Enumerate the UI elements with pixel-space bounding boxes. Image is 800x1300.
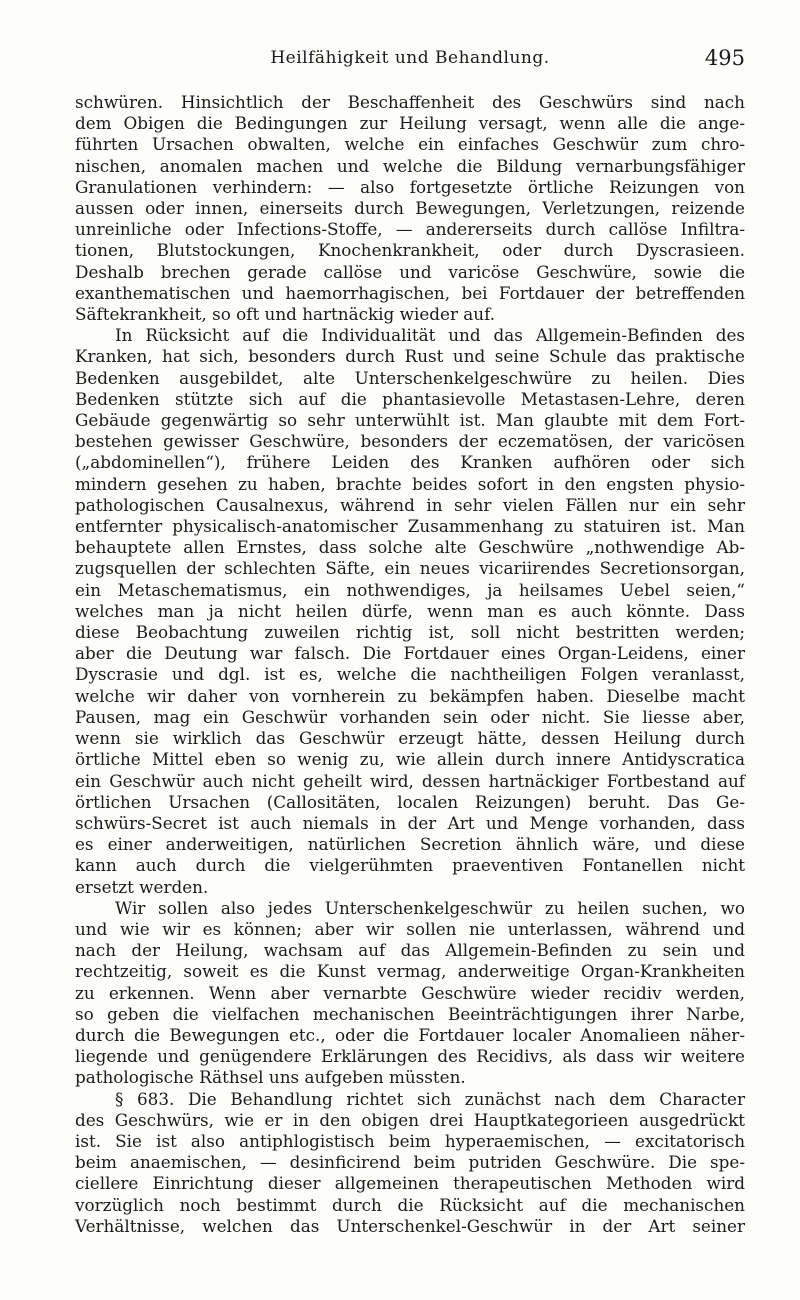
text-line: kann auch durch die vielgerühmten praeventiven Fontanellen nicht [75, 855, 745, 876]
text-line: schwüren. Hinsichtlich der Beschaffenheit des Geschwürs sind nach [75, 92, 745, 112]
text-line: so geben die vielfachen mechanischen Beeinträchtigungen ihrer Narbe, [75, 1003, 745, 1024]
text-line: ersetzt werden. [75, 876, 209, 897]
text-line: exanthematischen und haemorrhagischen, bei Fortdauer der betreffenden [75, 282, 745, 303]
text-line: aber die Deutung war falsch. Die Fortdauer eines Organ-Leidens, einer [75, 643, 745, 664]
text-line: behauptete allen Ernstes, dass solche alte Geschwüre „nothwendige Ab- [75, 537, 745, 558]
page-number: 495 [704, 46, 745, 70]
text-line: („abdominellen“), frühere Leiden des Kranken aufhören oder sich [75, 452, 745, 473]
text-line: zu erkennen. Wenn aber vernarbte Geschwüre wieder recidiv werden, [75, 982, 745, 1003]
text-line: zugsquellen der schlechten Säfte, ein neues vicariirendes Secretionsorgan, [75, 558, 745, 579]
text-line: ein Geschwür auch nicht geheilt wird, dessen hartnäckiger Fortbestand auf [75, 770, 745, 791]
text-line: welche wir daher von vornherein zu bekämpfen haben. Dieselbe macht [75, 685, 745, 706]
text-line: Dyscrasie und dgl. ist es, welche die nachtheiligen Folgen veranlasst, [75, 664, 745, 685]
text-line: bestehen gewisser Geschwüre, besonders der eczematösen, der varicösen [75, 431, 745, 452]
text-line: Gebäude gegenwärtig so sehr unterwühlt ist. Man glaubte mit dem Fort- [75, 410, 745, 431]
text-line: Bedenken stützte sich auf die phantasievolle Metastasen-Lehre, deren [75, 388, 745, 409]
text-line: Kranken, hat sich, besonders durch Rust und seine Schule das praktische [75, 346, 745, 367]
text-line: ist. Sie ist also antiphlogistisch beim hyperaemischen, — excitatorisch [75, 1130, 745, 1151]
text-line: In Rücksicht auf die Individualität und das Allgemein-Befinden des [115, 325, 745, 346]
text-line: und wie wir es können; aber wir sollen nie unterlassen, während und [75, 918, 745, 939]
text-line: aussen oder innen, einerseits durch Bewegungen, Verletzungen, reizende [75, 198, 745, 219]
text-line: örtliche Mittel eben so wenig zu, wie allein durch innere Antidyscratica [75, 749, 745, 770]
text-line: nach der Heilung, wachsam auf das Allgemein-Befinden zu sein und [75, 940, 745, 961]
text-line: Wir sollen also jedes Unterschenkelgeschwür zu heilen suchen, wo [115, 897, 745, 918]
text-line: Verhältnisse, welchen das Unterschenkel-Geschwür in der Art seiner [75, 1215, 745, 1236]
text-line: örtlichen Ursachen (Callositäten, localen Reizungen) beruht. Das Ge- [75, 791, 745, 812]
text-line: vorzüglich noch bestimmt durch die Rücksicht auf die mechanischen [75, 1194, 745, 1215]
text-line: mindern gesehen zu haben, brachte beides sofort in den engsten physio- [75, 473, 745, 494]
text-line: pathologischen Causalnexus, während in sehr vielen Fällen nur ein sehr [75, 494, 745, 515]
text-line: führten Ursachen obwalten, welche ein einfaches Geschwür zum chro- [75, 134, 745, 155]
text-line: ein Metaschematismus, ein nothwendiges, ja heilsames Uebel seien,“ [75, 579, 745, 600]
text-line: § 683. Die Behandlung richtet sich zunächst nach dem Character [115, 1088, 745, 1109]
text-line: liegende und genügendere Erklärungen des Recidivs, als dass wir weitere [75, 1046, 745, 1067]
text-line: rechtzeitig, soweit es die Kunst vermag, anderweitige Organ-Krankheiten [75, 961, 745, 982]
text-line: welches man ja nicht heilen dürfe, wenn man es auch könnte. Dass [75, 600, 745, 621]
text-line: nischen, anomalen machen und welche die Bildung vernarbungsfähiger [75, 155, 745, 176]
text-line: wenn sie wirklich das Geschwür erzeugt hätte, dessen Heilung durch [75, 728, 745, 749]
text-line: tionen, Blutstockungen, Knochenkrankheit, oder durch Dyscrasieen. [75, 240, 745, 261]
page-header [75, 46, 745, 76]
text-line: es einer anderweitigen, natürlichen Secretion ähnlich wäre, und diese [75, 834, 745, 855]
body-text [75, 92, 745, 1237]
text-line: unreinliche oder Infections-Stoffe, — andererseits durch callöse Infiltra- [75, 219, 745, 240]
text-line: schwürs-Secret ist auch niemals in der Art und Menge vorhanden, dass [75, 812, 745, 833]
running-title: Heilfähigkeit und Behandlung. [270, 48, 550, 68]
text-line: entfernter physicalisch-anatomischer Zusammenhang zu statuiren ist. Man [75, 516, 745, 537]
text-line: Pausen, mag ein Geschwür vorhanden sein oder nicht. Sie liesse aber, [75, 706, 745, 727]
text-line: beim anaemischen, — desinficirend beim putriden Geschwüre. Die spe- [75, 1152, 745, 1173]
text-line: Säftekrankheit, so oft und hartnäckig wieder auf. [75, 304, 496, 325]
text-line: durch die Bewegungen etc., oder die Fortdauer localer Anomalieen näher- [75, 1024, 745, 1045]
text-line: Granulationen verhindern: — also fortgesetzte örtliche Reizungen von [75, 176, 745, 197]
text-line: des Geschwürs, wie er in den obigen drei Hauptkategorieen ausgedrückt [75, 1109, 745, 1130]
text-line: diese Beobachtung zuweilen richtig ist, soll nicht bestritten werden; [75, 622, 745, 643]
text-line: Deshalb brechen gerade callöse und varicöse Geschwüre, sowie die [75, 261, 745, 282]
text-line: pathologische Räthsel uns aufgeben müssten. [75, 1067, 466, 1088]
text-line: Bedenken ausgebildet, alte Unterschenkelgeschwüre zu heilen. Dies [75, 367, 745, 388]
text-line: dem Obigen die Bedingungen zur Heilung versagt, wenn alle die ange- [75, 113, 745, 134]
text-line: ciellere Einrichtung dieser allgemeinen therapeutischen Methoden wird [75, 1173, 745, 1194]
